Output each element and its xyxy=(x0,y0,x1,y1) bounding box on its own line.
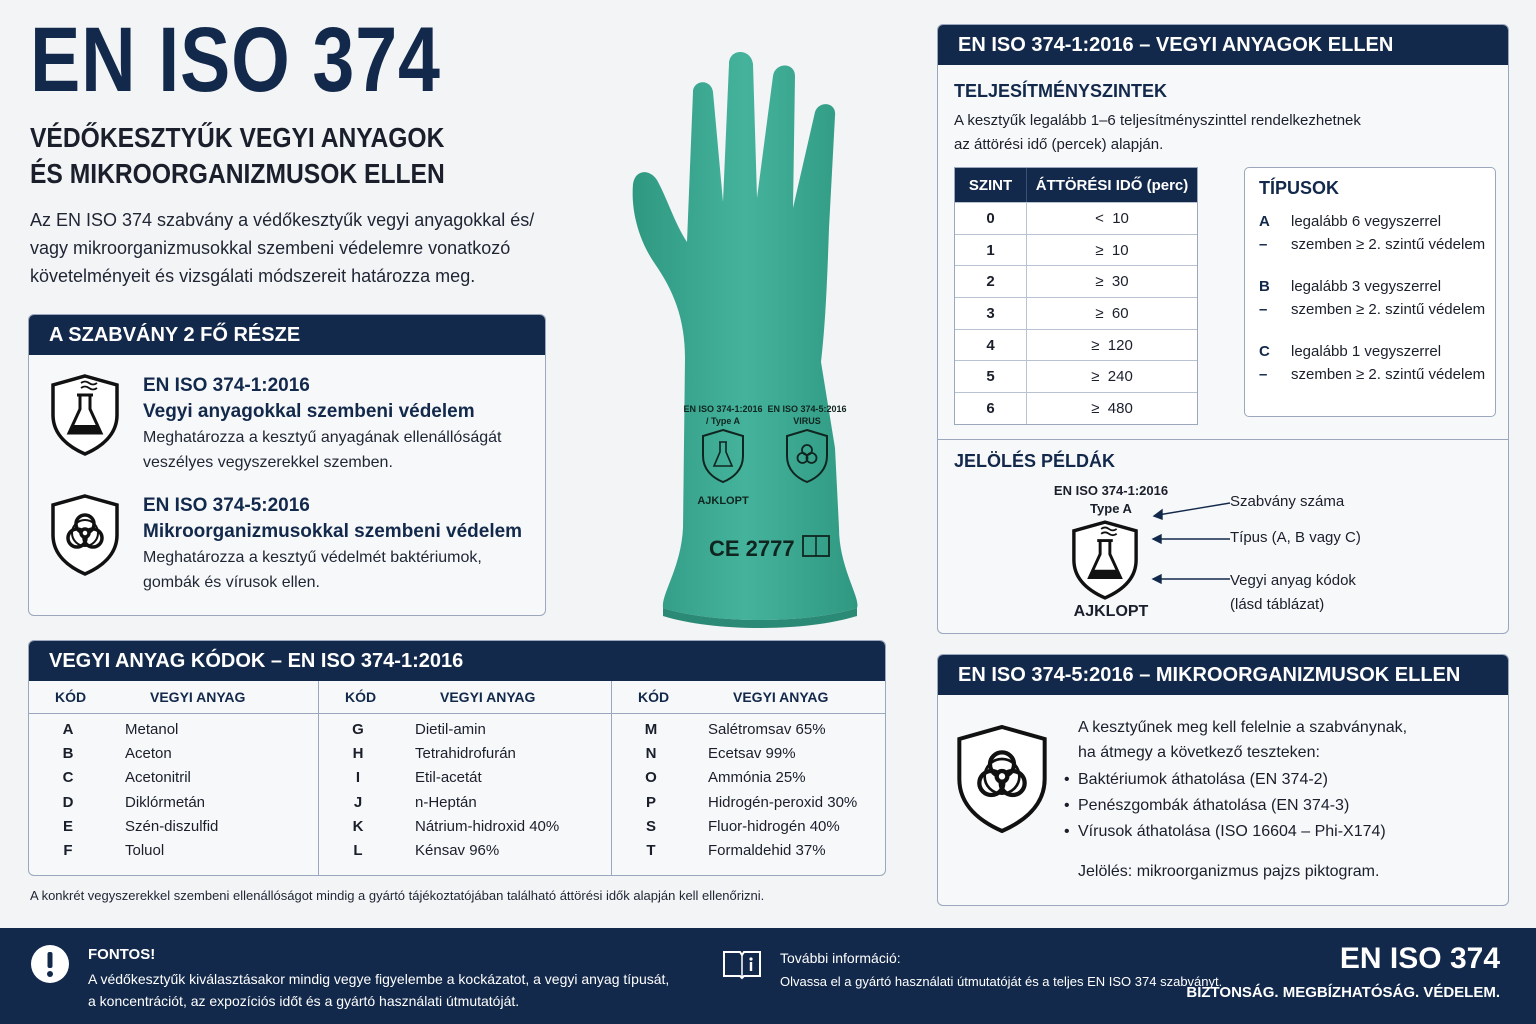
subtitle-line-1: VÉDŐKESZTYŰK VEGYI ANYAGOK xyxy=(30,122,445,153)
code-col-header: KÓD xyxy=(638,689,670,705)
intro-text: Az EN ISO 374 szabvány a védőkesztyűk vegyi anyagokkal és/ vagy mikroorganizmusokkal szembeni védelemre vonatkozó követelményeit és vizsgálati módszereit határozza meg. xyxy=(30,210,535,286)
important-line-1: A védőkesztyűk kiválasztásakor mindig vegye figyelembe a kockázatot, a vegyi anyag típusát, xyxy=(88,971,670,987)
chemical-code: F xyxy=(63,842,73,859)
chemical-name: Formaldehid 37% xyxy=(708,842,826,859)
micro-intro-line-1: A kesztyűnek meg kell felelnie a szabványnak, xyxy=(1078,719,1408,736)
glove-label-2: EN ISO 374-5:2016 xyxy=(767,404,847,414)
marking-arrows xyxy=(1150,495,1240,605)
book-icon xyxy=(722,948,762,980)
subtitle-line-2: ÉS MIKROORGANIZMUSOK ELLEN xyxy=(30,158,445,189)
micro-bullet: • Vírusok áthatolása (ISO 16604 – Phi-X174) xyxy=(1078,823,1386,841)
perf-desc-line-1: A kesztyűk legalább 1–6 teljesítményszinttel rendelkezhetnek xyxy=(954,112,1361,129)
level-value: 0 xyxy=(955,203,1027,234)
breakthrough-time: ≥ 120 xyxy=(1091,336,1133,354)
glove-codes: AJKLOPT xyxy=(697,495,749,507)
label-codes-line-2: (lásd táblázat) xyxy=(1230,596,1325,613)
chemical-code: P xyxy=(645,793,656,811)
page-subtitle xyxy=(30,120,445,192)
level-row xyxy=(955,202,1197,234)
micro-heading: EN ISO 374-5:2016 – MIKROORGANIZMUSOK ELLEN xyxy=(938,655,1508,695)
part-description: Meghatározza a kesztyű anyagának ellenállóságát veszélyes vegyszerekkel szemben. xyxy=(143,429,502,471)
code-col-header: KÓD xyxy=(55,689,87,705)
chemical-code: A xyxy=(62,721,74,738)
chemical-code: O xyxy=(645,769,657,787)
type-key: C – xyxy=(1259,343,1270,383)
micro-intro-line-2: ha átmegy a következő teszteken: xyxy=(1078,744,1320,761)
type-desc-line-2: szemben ≥ 2. szintű védelem xyxy=(1291,301,1486,318)
chemical-code: K xyxy=(352,817,364,835)
chemical-name: Toluol xyxy=(125,842,165,859)
breakthrough-time: ≥ 480 xyxy=(1091,399,1133,417)
micro-bullet: • Baktériumok áthatolása (EN 374-2) xyxy=(1078,771,1328,789)
micro-bullet: • Penészgombák áthatolása (EN 374-3) xyxy=(1078,797,1349,815)
glove-illustration xyxy=(625,28,885,628)
brand-tagline: BIZTONSÁG. MEGBÍZHATÓSÁG. VÉDELEM. xyxy=(1186,984,1500,1001)
label-codes-line-1: Vegyi anyag kódok xyxy=(1230,572,1356,589)
chemical-col-header: VEGYI ANYAG xyxy=(733,689,829,705)
level-table xyxy=(954,167,1198,425)
level-value: 3 xyxy=(955,298,1027,329)
part-subtitle: Mikroorganizmusokkal szembeni védelem xyxy=(143,521,523,542)
level-header: SZINT xyxy=(955,168,1027,202)
chemical-name: Diklórmetán xyxy=(125,793,206,811)
performance-description xyxy=(954,109,1361,157)
codes-heading: VEGYI ANYAG KÓDOK – EN ISO 374-1:2016 xyxy=(29,641,885,681)
parts-heading: A SZABVÁNY 2 FŐ RÉSZE xyxy=(29,315,545,355)
chemical-col-header: VEGYI ANYAG xyxy=(440,689,536,705)
chemical-codes-panel xyxy=(28,640,886,876)
types-box xyxy=(1244,167,1496,417)
info-text: Olvassa el a gyártó használati útmutatóját és a teljes EN ISO 374 szabványt. xyxy=(780,974,1223,989)
level-value: 5 xyxy=(955,361,1027,392)
chemical-code: T xyxy=(646,842,656,859)
breakthrough-time: ≥ 240 xyxy=(1091,368,1133,386)
chemical-name: Fluor-hidrogén 40% xyxy=(708,817,840,835)
important-text xyxy=(88,968,669,1012)
chemical-code: C xyxy=(62,769,74,787)
chemical-name: n-Heptán xyxy=(415,793,477,811)
bottom-bar xyxy=(0,928,1536,1024)
glove-label-2b: VIRUS xyxy=(793,416,821,426)
breakthrough-time: ≥ 10 xyxy=(1095,241,1129,259)
marking-std: EN ISO 374-1:2016 xyxy=(1053,483,1169,498)
code-column xyxy=(29,681,318,875)
glove-label-1: EN ISO 374-1:2016 xyxy=(683,404,763,414)
info-title: További információ: xyxy=(780,950,901,966)
chemical-code: H xyxy=(352,745,364,763)
warning-icon xyxy=(30,944,70,984)
level-value: 6 xyxy=(955,393,1027,424)
code-column xyxy=(612,681,886,875)
chemical-code: L xyxy=(353,842,363,859)
code-col-header: KÓD xyxy=(345,689,377,705)
type-desc-line-1: legalább 6 vegyszerrel xyxy=(1291,213,1442,230)
chemical-code: M xyxy=(644,721,658,738)
micro-intro xyxy=(1078,715,1407,765)
chemical-name: Nátrium-hidroxid 40% xyxy=(415,817,560,835)
level-row xyxy=(955,329,1197,361)
chemical-code: I xyxy=(355,769,361,787)
label-type: Típus (A, B vagy C) xyxy=(1230,529,1361,546)
level-row xyxy=(955,265,1197,297)
breakthrough-time: ≥ 60 xyxy=(1095,304,1129,322)
microorganism-panel xyxy=(937,654,1509,906)
marking-title: JELÖLÉS PÉLDÁK xyxy=(954,451,1116,471)
level-row xyxy=(955,234,1197,266)
chemical-name: Dietil-amin xyxy=(415,721,486,738)
part-374-1 xyxy=(29,373,545,483)
chemical-code: B xyxy=(62,745,74,763)
chemical-resistance-panel xyxy=(937,24,1509,634)
chemical-code: S xyxy=(645,817,656,835)
micro-note: Jelölés: mikroorganizmus pajzs piktogram. xyxy=(1078,863,1380,880)
perf-desc-line-2: az áttörési idő (percek) alapján. xyxy=(954,136,1164,153)
chemical-name: Acetonitril xyxy=(125,769,191,787)
type-desc-line-2: szemben ≥ 2. szintű védelem xyxy=(1291,366,1486,383)
chemical-code: G xyxy=(352,721,364,738)
chemical-name: Hidrogén-peroxid 30% xyxy=(708,793,858,811)
important-title: FONTOS! xyxy=(88,946,156,963)
level-row xyxy=(955,297,1197,329)
breakthrough-time: ≥ 30 xyxy=(1095,273,1129,291)
types-title: TÍPUSOK xyxy=(1259,178,1340,198)
glove-ce-mark: CE 2777 xyxy=(709,536,795,561)
type-key: B – xyxy=(1259,278,1270,318)
time-header: ÁTTÖRÉSI IDŐ (perc) xyxy=(1035,176,1189,194)
part-subtitle: Vegyi anyagokkal szembeni védelem xyxy=(143,401,475,422)
chemical-name: Ammónia 25% xyxy=(708,769,806,787)
chemical-code: N xyxy=(645,745,657,763)
biohazard-shield-icon xyxy=(49,493,121,577)
chemical-col-header: VEGYI ANYAG xyxy=(150,689,246,705)
chemical-name: Aceton xyxy=(125,745,172,763)
level-value: 4 xyxy=(955,330,1027,361)
type-key: A – xyxy=(1259,213,1270,253)
important-line-2: a koncentrációt, az expozíciós időt és a gyártó használati útmutatóját. xyxy=(88,993,520,1009)
chemical-name: Etil-acetát xyxy=(415,769,482,787)
glove-label-1b: / Type A xyxy=(705,416,741,426)
codes-footnote: A konkrét vegyszerekkel szembeni ellenállóságot mindig a gyártó tájékoztatójában található áttörési idők alapján kell ellenőrizni. xyxy=(30,888,765,903)
chemical-name: Kénsav 96% xyxy=(415,842,500,859)
marking-flask-shield-icon xyxy=(1070,519,1140,601)
level-row xyxy=(955,360,1197,392)
chemical-name: Szén-diszulfid xyxy=(125,817,219,835)
breakthrough-time: < 10 xyxy=(1095,209,1129,227)
level-row xyxy=(955,392,1197,424)
marking-type: Type A xyxy=(1090,501,1132,516)
page-title: EN ISO 374 xyxy=(30,9,441,111)
chemical-code: D xyxy=(62,793,74,811)
level-value: 2 xyxy=(955,266,1027,297)
chemical-code: E xyxy=(62,817,73,835)
part-374-5 xyxy=(29,493,545,603)
chemical-name: Metanol xyxy=(125,721,179,738)
part-description: Meghatározza a kesztyű védelmét baktériumok, gombák és vírusok ellen. xyxy=(143,549,482,591)
chemical-code: J xyxy=(353,793,363,811)
chemical-name: Tetrahidrofurán xyxy=(415,745,516,763)
level-value: 1 xyxy=(955,235,1027,266)
chemical-name: Ecetsav 99% xyxy=(708,745,796,763)
chemical-name: Salétromsav 65% xyxy=(708,721,826,738)
biohazard-shield-large-icon xyxy=(954,723,1050,835)
label-chem-codes xyxy=(1230,569,1356,617)
brand-title: EN ISO 374 xyxy=(1339,942,1500,975)
level-table-header xyxy=(955,168,1197,202)
chem-heading: EN ISO 374-1:2016 – VEGYI ANYAGOK ELLEN xyxy=(938,25,1508,65)
flask-shield-icon xyxy=(49,373,121,457)
performance-levels-title: TELJESÍTMÉNYSZINTEK xyxy=(954,81,1168,101)
part-title: EN ISO 374-1:2016 xyxy=(143,375,310,396)
code-column xyxy=(319,681,611,875)
parts-panel xyxy=(28,314,546,616)
type-desc-line-2: szemben ≥ 2. szintű védelem xyxy=(1291,236,1486,253)
part-title: EN ISO 374-5:2016 xyxy=(143,495,310,516)
type-desc-line-1: legalább 1 vegyszerrel xyxy=(1291,343,1442,360)
label-standard-number: Szabvány száma xyxy=(1230,493,1345,510)
marking-codes: AJKLOPT xyxy=(1073,603,1149,620)
type-desc-line-1: legalább 3 vegyszerrel xyxy=(1291,278,1442,295)
